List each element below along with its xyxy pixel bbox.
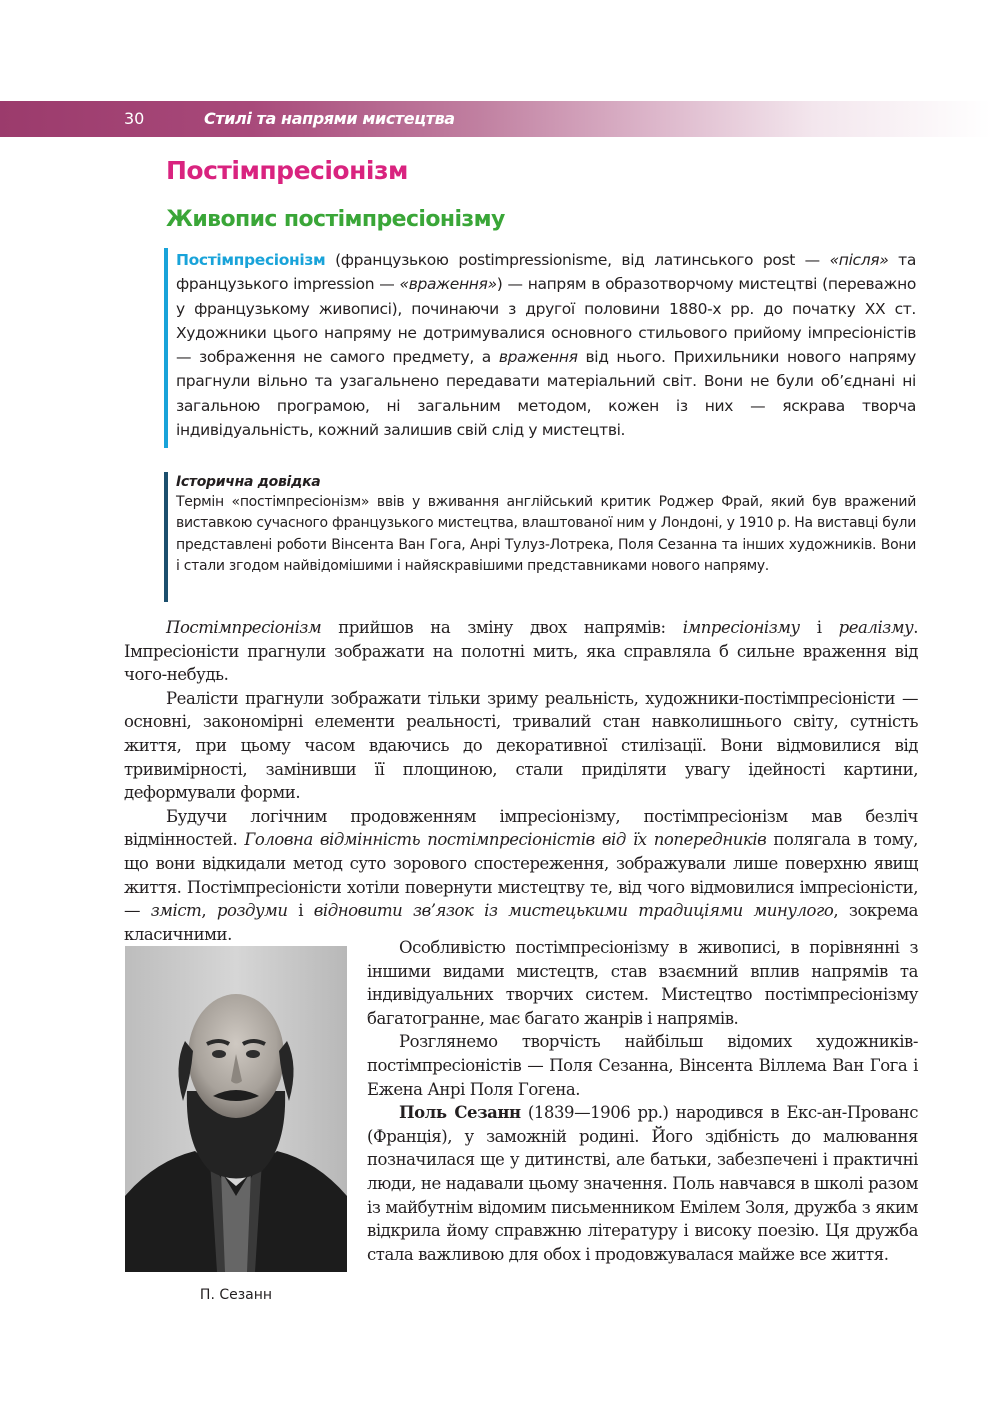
definition-part: (французькою postimpressionisme, від латинського post — xyxy=(325,251,830,269)
text-run: прийшов на зміну двох напрямів: xyxy=(321,618,683,637)
emphasis: імпресіонізму xyxy=(682,618,800,637)
text-run: . Імпресіоністи прагнули зображати на полотні мить, яка справляла б сильне враження від чого-небудь. xyxy=(124,618,918,685)
definition-emphasis: «враження» xyxy=(399,275,497,294)
bold-name: Поль Сезанн xyxy=(399,1103,521,1123)
cezanne-portrait-photo xyxy=(125,946,347,1272)
text-run: , зокрема класичними. xyxy=(124,901,918,944)
definition-box xyxy=(164,248,916,448)
definition-text xyxy=(176,248,916,442)
historical-note-title: Історична довідка xyxy=(176,474,321,490)
emphasis: зміст xyxy=(150,901,202,921)
side-body-text xyxy=(367,936,918,1266)
paragraph: Розглянемо творчість найбільш відомих художників-постімпресіоністів — Поля Сезанна, Вінсента Віллема Ван Гога і Ежена Анрі Поля Гогена. xyxy=(367,1032,918,1099)
historical-note-box xyxy=(164,472,916,602)
chapter-header-band xyxy=(0,101,992,137)
paragraph xyxy=(124,805,918,947)
emphasis: реалізму xyxy=(838,618,914,637)
definition-part: та французького impression — xyxy=(176,251,917,294)
text-run: , xyxy=(201,901,217,921)
portrait-illustration xyxy=(125,946,347,1272)
page-number: 30 xyxy=(124,109,145,128)
page-subtitle: Живопис постімпресіонізму xyxy=(166,207,505,232)
definition-emphasis: «після» xyxy=(829,251,889,269)
text-run: полягала в тому, що вони відкидали метод суто зорового спостереження, зображували лише поверхню явищ життя. Постімпресіоністи хотіли повернути мистецтву те, від чого відмовилися імпресіоністи, — xyxy=(124,830,918,921)
emphasis: Постімпресіонізм xyxy=(166,618,322,637)
page-title: Постімпресіонізм xyxy=(166,156,408,185)
text-run: (1839—1906 рр.) народився в Екс-ан-Прованс (Франція), у заможній родині. Його здібність до малювання позначилася ще у дитинстві, але батьки, забезпечені і практичні люди, не надавали цьому значення. Поль навчався в школі разом із майбутнім відомим письменником Емілем Золя, дружба з яким відкрила йому справжню літературу і високу поезію. Ця дружба стала важливою для обох і продовжувалася майже все життя. xyxy=(367,1103,918,1264)
definition-part: ) — напрям в образотворчому мистецтві (переважно у французькому живописі), починаючи з другої половини 1880-х рр. до початку XX ст. Художники цього напряму не дотримувалися основного стильового прийому імпресіоністів — зображення не самого предмету, а xyxy=(176,275,916,367)
paragraph: Особливістю постімпресіонізму в живописі, в порівнянні з іншими видами мистецтв, став взаємний вплив напрямів та індивідуальних творчих систем. Мистецтво постімпресіонізму багатогранне, має багато жанрів і напрямів. xyxy=(367,938,918,1028)
text-run: Будучи логічним продовженням імпресіонізму, постімпресіонізм мав безліч відмінностей. xyxy=(124,806,918,850)
photo-caption: П. Сезанн xyxy=(199,1287,273,1303)
main-body-text xyxy=(124,616,918,946)
paragraph xyxy=(367,1101,918,1266)
text-run: і xyxy=(287,901,314,921)
paragraph: Реалісти прагнули зображати тільки зриму реальність, художники-постімпресіоністи — основні, закономірні елементи реальності, тривалий стан навколишнього світу, сутність життя, при цьому часом вдаючись до декоративної стилізації. Вони відмовилися від тривимірності, замінивши її площиною, стали приділяти увагу ідейності картини, деформували форми. xyxy=(124,688,918,803)
historical-note-text: Термін «постімпресіонізм» ввів у вживання англійський критик Роджер Фрай, який був вражений виставкою сучасного французького мистецтва, влаштованої ним у Лондоні, у 1910 р. На виставці були представлені роботи Вінсента Ван Гога, Анрі Тулуз-Лотрека, Поля Сезанна та інших художників. Вони і стали згодом найвідомішими і найяскравішими представниками нового напряму. xyxy=(176,494,916,574)
emphasis: відновити зв’язок із мистецькими традиціями минулого xyxy=(313,901,834,921)
definition-emphasis: враження xyxy=(498,348,578,367)
section-title: Стилі та напрями мистецтва xyxy=(204,109,455,128)
definition-term: Постімпресіонізм xyxy=(176,251,326,269)
emphasis: Головна відмінність постімпресіоністів від їх попередників xyxy=(244,830,767,850)
text-run: і xyxy=(799,618,839,637)
emphasis: роздуми xyxy=(216,901,288,921)
paragraph xyxy=(124,616,918,687)
definition-part: від нього. Прихильники нового напряму прагнули вільно та узагальнено передавати матеріальний світ. Вони не були об’єднані ні загальною програмою, ні загальним методом, кожен із них — яскрава творча індивідуальність, кожний залишив свій слід у мистецтві. xyxy=(176,348,916,440)
